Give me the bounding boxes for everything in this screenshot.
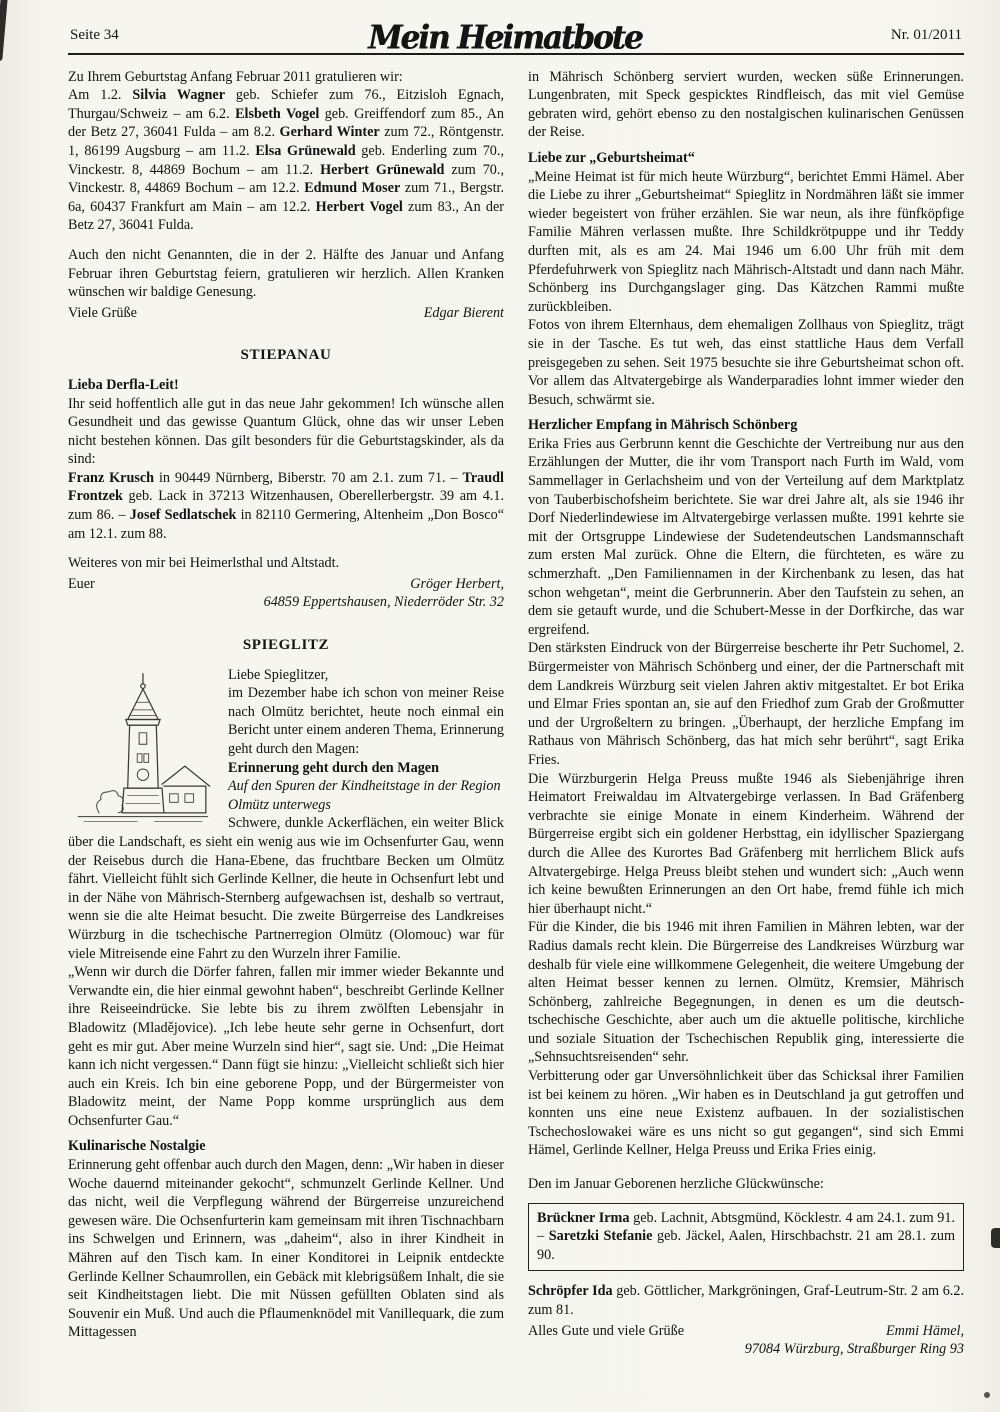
signature-row-groeger <box>68 575 504 594</box>
page-header <box>68 18 964 58</box>
empfang-paragraph-1: Erika Fries aus Gerbrunn kennt die Geschichte der Vertreibung nur aus den Erzählungen der Mutter, die ihr vom Transport nach Furth im Wald, vom Sammellager in Gerlachsheim und von der Verteilung auf dem Marktplatz von Tauberbischofsheim berichtete. Sie war drei Jahre alt, als sie 1946 ihr Dorf Niederlindewiese im Altvatergebirge verlassen mußte. 1991 kehrte sie mit der Ortsgruppe Lindewiese der Sudetendeutschen Landsmannschaft zum ersten Mal zurück. Ohne die Eltern, die fürchteten, es wäre zu schmerzhaft. „Den Familiennamen in der Kirchenbank zu lesen, das hat schon wehgetan“, meint die Gerbrunnerin. Aber den Taufstein zu sehen, an dem sie getauft wurde, und die Schubert-Messe in der Dorfkirche, das war ergreifend. <box>528 435 964 638</box>
nostalgie-paragraph: Erinnerung geht offenbar auch durch den Magen, denn: „Wir haben in dieser Woche dauernd miteinander gekocht“, schmunzelt Gerlinde Kellner. Und das nicht, weil die Verpflegung während der Bürgerreise unzureichend gewesen wäre. Die Ochsenfurterin kam gemeinsam mit ihren Tischnachbarn ins Schwelgen und Erinnern, was „daheim“, also in ihrer Kindheit in Mähren auf den Tisch kam. In einer Konditorei in Leipnik entdeckte Gerlinde Kellner Schaumrollen, ein Gebäck mit klebrigsüßem Inhalt, die sie seit Kindheitstagen liebt. Die mit Nüssen gefüllten Oblaten sind als Souvenir ein Muß. Und auch die Pflaumenknödel mit Vanillequark, die zum Mittagessen <box>68 1157 504 1341</box>
empfang-paragraph-4: Für die Kinder, die bis 1946 mit ihren Familien in Mähren lebten, war der Radius damals recht klein. Die Bürgerreise des Landkreises Würzburg war deshalb für viele eine willkommene Gelegenheit, die weitere Umgebung der alten Heimat besser kennen zu lernen. Olmütz, Kremsier, Mährisch Schönberg, zahlreiche Begegnungen, in denen es um die deutsch-tschechische Geschichte, aber auch um die aktuelle politische, kirchliche und soziale Situation der Tschechischen Republik ging, interessierte die „Sehnsuchtsreisenden“ sehr. <box>528 919 964 1066</box>
two-column-body <box>68 68 964 1359</box>
spieglitz-subtitle: Auf den Spuren der Kindheitstage in der Region Olmütz unterwegs <box>228 778 501 813</box>
empfang-paragraph-5: Verbitterung oder gar Unversöhnlichkeit über das Schicksal ihrer Familien ist bei keinem zu hören. „Wir haben es in Deutschland ja gut getroffen und konnten uns eine neue Existenz aufbauen. In der sozialistischen Tschechoslowakei wäre es uns nicht so gut gegangen“, sind sich Emmi Hämel, Gerlinde Kellner, Helga Preuss und Erika Fries einig. <box>528 1068 964 1159</box>
church-tower-illustration <box>68 668 216 830</box>
january-birthday-box <box>528 1203 964 1272</box>
spieglitz-paragraph-2: „Wenn wir durch die Dörfer fahren, fallen mir immer wieder Bekannte und Verwandte ein, die hier einmal gewohnt haben“, beschreibt Gerlinde Kellner ihre Reiseeindrücke. Sie lebte bis zu ihrem zwölften Lebensjahr in Bladowitz (Mladějovice). „Ich lebe heute sehr gerne in Ochsenfurt, dort geht es mir gut. Aber meine Wurzeln sind hier“, sagt sie. Und: „Die Heimat kann ich nicht vergessen.“ Dann fügt sie hinzu: „Vielleicht schließt sich hier auch ein Kreis. Ich bin eine geborene Popp, und der Bürgermeister von Bladowitz meint, der Name Popp komme ursprünglich aus dem Ochsenfurter Gau.“ <box>68 964 504 1129</box>
issue-number: Nr. 01/2011 <box>890 27 962 43</box>
stiepanau-salutation: Lieba Derfla-Leit! <box>68 376 179 393</box>
stiepanau-more-note: Weiteres von mir bei Heimerlsthal und Altstadt. <box>68 555 340 572</box>
signature-row-haemel <box>528 1322 964 1341</box>
subheading-kulinarische-nostalgie: Kulinarische Nostalgie <box>68 1138 206 1155</box>
closing-text: Alles Gute und viele Grüße <box>528 1322 685 1339</box>
section-heading-stiepanau: STIEPANAU <box>240 347 332 364</box>
february-birthday-list: Am 1.2. Silvia Wagner geb. Schiefer zum 76., Eitzisloh Egnach, Thurgau/Schweiz – am 6.2. Elsbeth Vogel geb. Greiffendorf zum 85., An der Betz 27, 36041 Fulda – am 8.2. Gerhard Winter zum 72., Röntgenstr. 1, 86199 Augsburg – am 11.2. Elsa Grünewald geb. Enderling zum 70., Vinckestr. 8, 44869 Bochum – am 11.2. Herbert Grünewald zum 70., Vinckestr. 8, 44869 Bochum – am 12.2. Edmund Moser zum 71., Bergstr. 6a, 60437 Frankfurt am Main – am 12.2. Herbert Vogel zum 83., An der Betz 27, 36041 Fulda. <box>68 87 505 234</box>
spieglitz-flow-block <box>68 666 504 964</box>
right-column <box>528 68 964 1359</box>
signature-address: 64859 Eppertshausen, Niederröder Str. 32 <box>263 594 504 611</box>
signature-address: 97084 Würzburg, Straßburger Ring 93 <box>744 1341 964 1358</box>
signature-row-bierent <box>68 304 504 323</box>
paragraph-not-named: Auch den nicht Genannten, die in der 2. Hälfte des Januar und Anfang Februar ihren Geburtstag feiern, gratulieren wir herzlich. Allen Kranken wünschen wir baldige Genesung. <box>68 246 504 301</box>
masthead-logo: Mein Heimatbote <box>368 18 642 58</box>
page-number: Seite 34 <box>70 27 119 43</box>
scan-artifact <box>991 1228 1000 1248</box>
signature-name: Gröger Herbert, <box>410 575 504 592</box>
scan-artifact <box>0 0 8 61</box>
left-column <box>68 68 504 1359</box>
spieglitz-subheading: Erinnerung geht durch den Magen <box>228 759 439 776</box>
geburtsheimat-paragraph-2: Fotos von ihrem Elternhaus, dem ehemaligen Zollhaus von Spieglitz, trägt sie in der Tasche. Es tut weh, das einst stattliche Haus dem Verfall preisgegeben zu sehen. Seit 1975 besuchte sie ihre Geburtsheimat schon oft. Vor allem das Altvatergebirge als Wanderparadies lohnt immer wieder den Besuch, schwärmt sie. <box>528 317 964 408</box>
greeting-text: Viele Grüße <box>68 304 137 321</box>
signature-name: Emmi Hämel, <box>885 1322 964 1339</box>
subheading-herzlicher-empfang: Herzlicher Empfang in Mährisch Schönberg <box>528 417 798 434</box>
january-wishes-line: Den im Januar Geborenen herzliche Glückwünsche: <box>528 1176 824 1193</box>
empfang-paragraph-3: Die Würzburgerin Helga Preuss mußte 1946 als Siebenjährige ihren Heimatort Freiwaldau im Altvatergebirge verlassen. In Bad Gräfenberg verbrachte sie einige Monate in einem Kinderheim. Während der Bürgerreise ergibt sich ein goldener Herbsttag, ein idyllischer Spaziergang durch die Allee des Kurortes Bad Gräfenberg mit herrlichem Blick aufs Altvatergebirge. Helga Preuss bleibt stehen und wundert sich: „Auch wenn ich keine bewußten Erinnerungen an den Ort habe, fremd fühle ich mich hier überhaupt nicht.“ <box>528 770 964 917</box>
schroepfer-birthday-line: Schröpfer Ida geb. Göttlicher, Markgröningen, Graf-Leutrum-Str. 2 am 6.2. zum 81. <box>528 1283 964 1318</box>
section-heading-spieglitz: SPIEGLITZ <box>242 637 330 654</box>
stiepanau-body: Ihr seid hoffentlich alle gut in das neue Jahr gekommen! Ich wünsche allen Gesundheit und das gewisse Quantum Glück, ohne das wir unser Leben nicht bestehen können. Das gilt besonders für die Geburtstagskinder, als da sind: <box>68 395 504 468</box>
geburtsheimat-paragraph-1: „Meine Heimat ist für mich heute Würzburg“, berichtet Emmi Hämel. Aber die Liebe zu ihrer „Geburtsheimat“ Spieglitz in Nordmähren läßt sie immer wieder begeistert von früher erzählen. Sie war neun, als ihre fünfköpfige Familie Mähren verlassen mußte. Ihre Schildkrötpuppe und ihr Teddy durften mit, als es am 24. Mai 1946 um 6.00 Uhr früh mit dem Pferdefuhrwerk von Spieglitz nach Mährisch-Altstadt und dann nach Mähr. Schönberg ins Durchgangslager ging. Das Kätzchen Rammi mußte zurückbleiben. <box>528 168 964 315</box>
empfang-paragraph-2: Den stärksten Eindruck von der Bürgerreise bescherte ihr Petr Suchomel, 2. Bürgermeister von Mährisch Schönberg und einer, der die Partnerschaft mit dem Landkreis Würzburg seit vielen Jahren aktiv mitgestaltet. Er bot Erika und Elmar Fries spontan an, sie auf den Friedhof zum Grab der Großmutter und der Urgroßeltern zu bringen. „Überhaupt, der herzliche Empfang im Rathaus von Mährisch Schönberg, das hat mich sehr berührt“, sagt Erika Fries. <box>528 640 964 768</box>
subheading-geburtsheimat: Liebe zur „Geburtsheimat“ <box>528 149 695 166</box>
closing-text: Euer <box>68 575 95 592</box>
stiepanau-birthday-list: Franz Krusch in 90449 Nürnberg, Biberstr. 70 am 2.1. zum 71. – Traudl Frontzek geb. Lack in 37213 Witzenhausen, Oberellerbergstr. 39 am 4.1. zum 86. – Josef Sedlatschek in 82110 Germering, Altenheim „Don Bosco“ am 12.1. zum 88. <box>68 469 504 542</box>
scan-artifact <box>984 1392 990 1398</box>
spieglitz-paragraph-1: Schwere, dunkle Ackerflächen, ein weiter Blick über die Landschaft, es sieht ein wenig aus wie im Ochsenfurter Gau, wenn der Reisebus durch die Hana-Ebene, das fruchtbare Becken um Olmütz fährt. Vielleicht fühlt sich Gerlinde Kellner, die heute in Ochsenfurt lebt und in der Nähe von Mährisch-Sternberg aufgewachsen ist, deshalb so vertraut, wenn sie die alte Heimat besucht. Die zweite Bürgerreise des Landkreises Würzburg in die tschechische Partnerregion Olmütz (Olomouc) war für viele Mitreisende eine Fahrt zu den Wurzeln ihrer Familie. <box>68 815 504 962</box>
boxed-birthday-list: Brückner Irma geb. Lachnit, Abtsgmünd, Köcklestr. 4 am 24.1. zum 91. – Saretzki Stefanie geb. Jäckel, Aalen, Hirschbachstr. 21 am 28.1. zum 90. <box>537 1209 956 1263</box>
continued-paragraph: in Mährisch Schönberg serviert wurden, wecken süße Erinnerungen. Lungenbraten, mit Speck gespicktes Rindfleisch, das mit viel Gemüse gebraten wird, gehört ebenso zu den nostalgischen kulinarischen Genüssen der Reise. <box>528 68 964 141</box>
spieglitz-salutation: Liebe Spieglitzer, <box>228 666 329 683</box>
signature-name: Edgar Bierent <box>423 304 504 321</box>
february-intro-line: Zu Ihrem Geburtstag Anfang Februar 2011 gratulieren wir: <box>68 68 403 85</box>
spieglitz-intro: im Dezember habe ich schon von meiner Reise nach Olmütz berichtet, heute noch einmal ein Bericht unter einem anderen Thema, Erinnerung geht durch den Magen: <box>228 685 504 757</box>
